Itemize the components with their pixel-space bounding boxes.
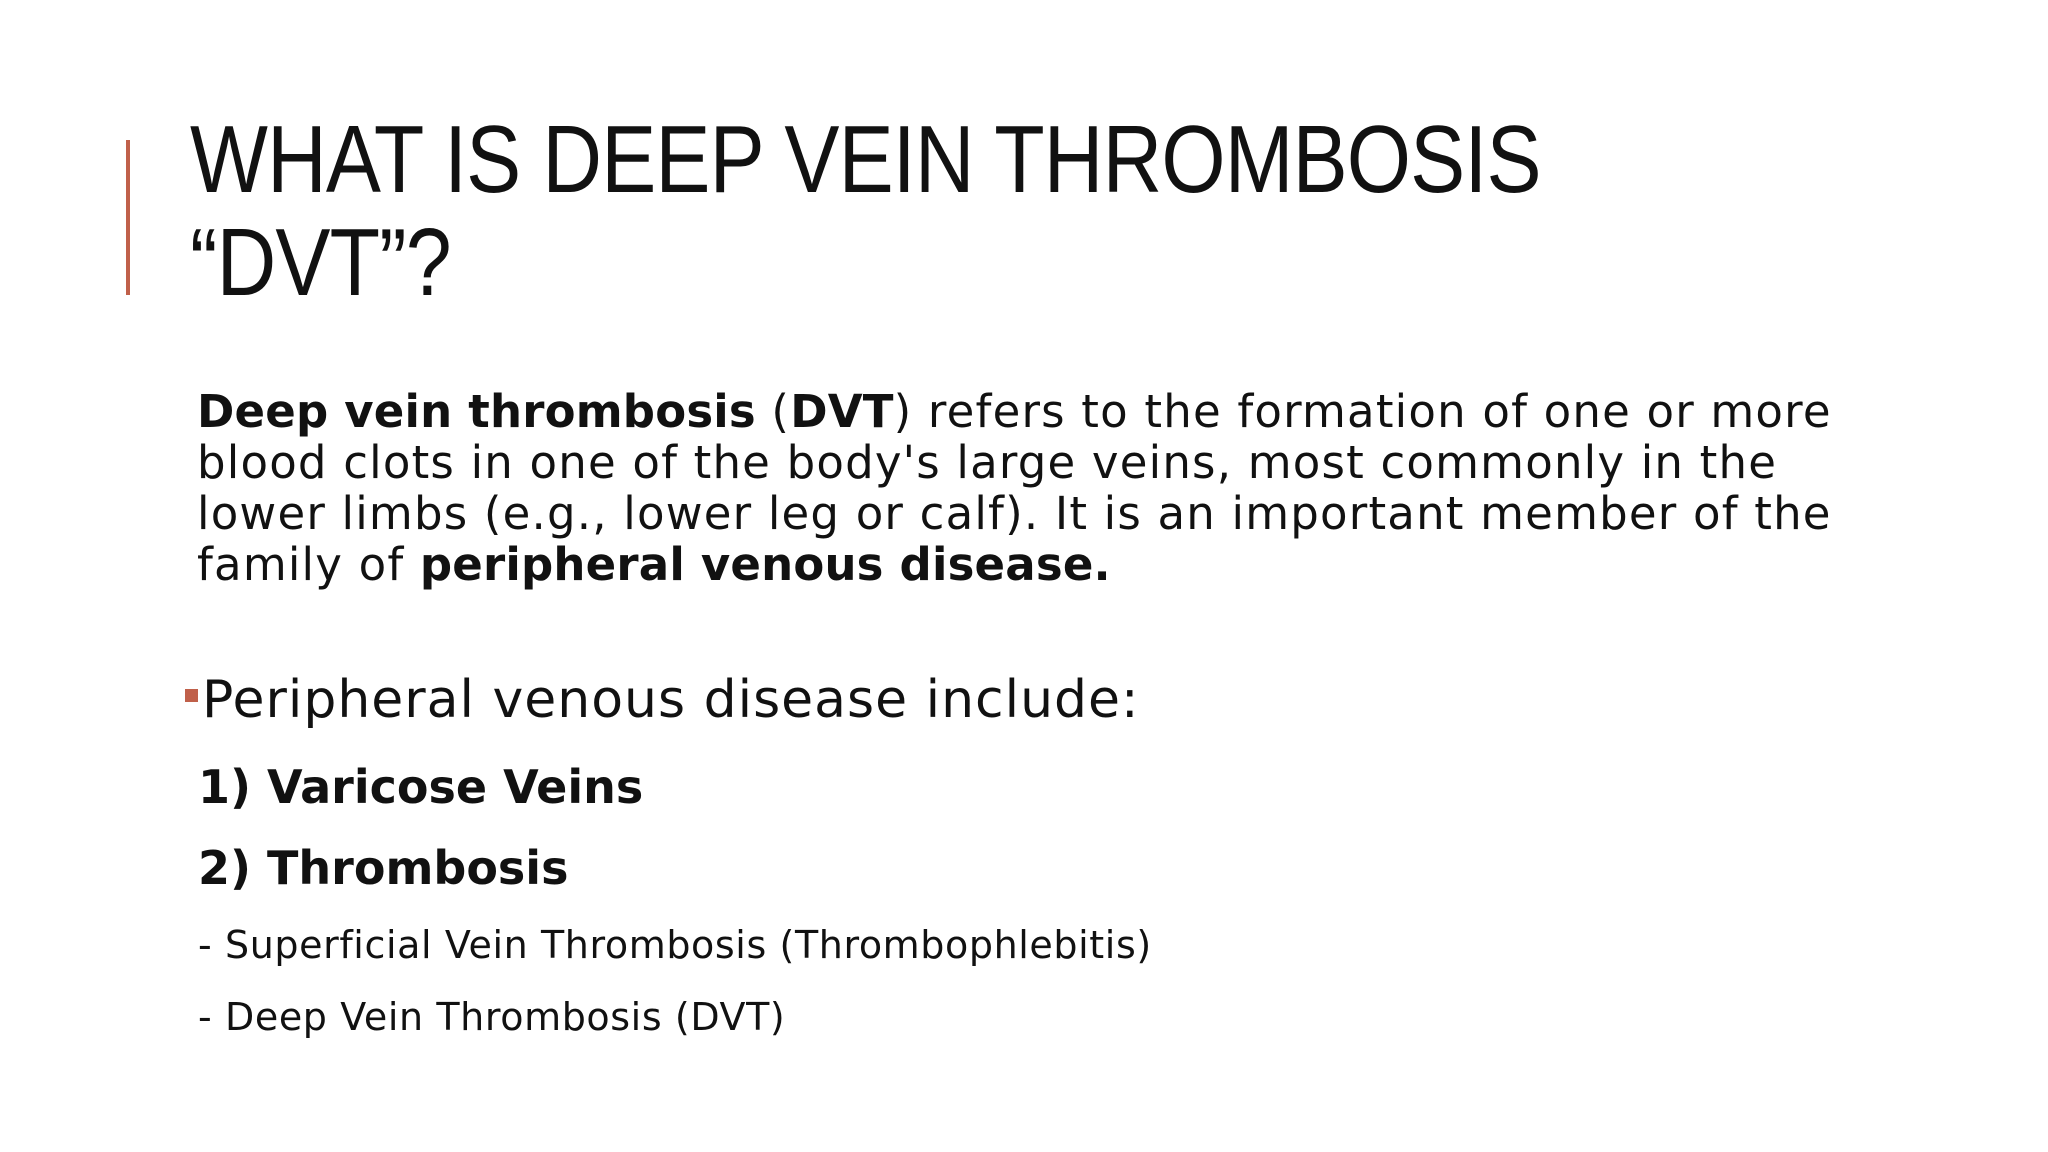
sub-item-deep-vein-thrombosis: - Deep Vein Thrombosis (DVT) (198, 995, 786, 1039)
list-item-varicose-veins: 1) Varicose Veins (198, 760, 644, 814)
slide-title-line-1: WHAT IS DEEP VEIN THROMBOSIS (190, 106, 1541, 213)
slide-title-line-2: “DVT”? (190, 209, 451, 316)
list-item-thrombosis: 2) Thrombosis (198, 841, 569, 895)
bullet-text: Peripheral venous disease include: (202, 670, 1140, 730)
definition-text: ) refers to the formation of one or more blood clots in one of the body's large veins, most commonly in the lower limbs (e.g., lower leg or calf). It is an important member of the family of (197, 385, 1832, 591)
slide-title (190, 108, 1738, 314)
bullet-item (185, 670, 1140, 730)
definition-paragraph (197, 386, 1897, 590)
definition-paren: ( (755, 385, 791, 438)
definition-term: Deep vein thrombosis (197, 385, 756, 438)
definition-abbr: DVT (790, 385, 894, 438)
sub-item-superficial-thrombosis: - Superficial Vein Thrombosis (Thrombophlebitis) (198, 923, 1152, 967)
square-bullet-icon (185, 689, 198, 702)
title-accent-bar (126, 140, 130, 295)
definition-emphasis: peripheral venous disease. (419, 538, 1111, 591)
